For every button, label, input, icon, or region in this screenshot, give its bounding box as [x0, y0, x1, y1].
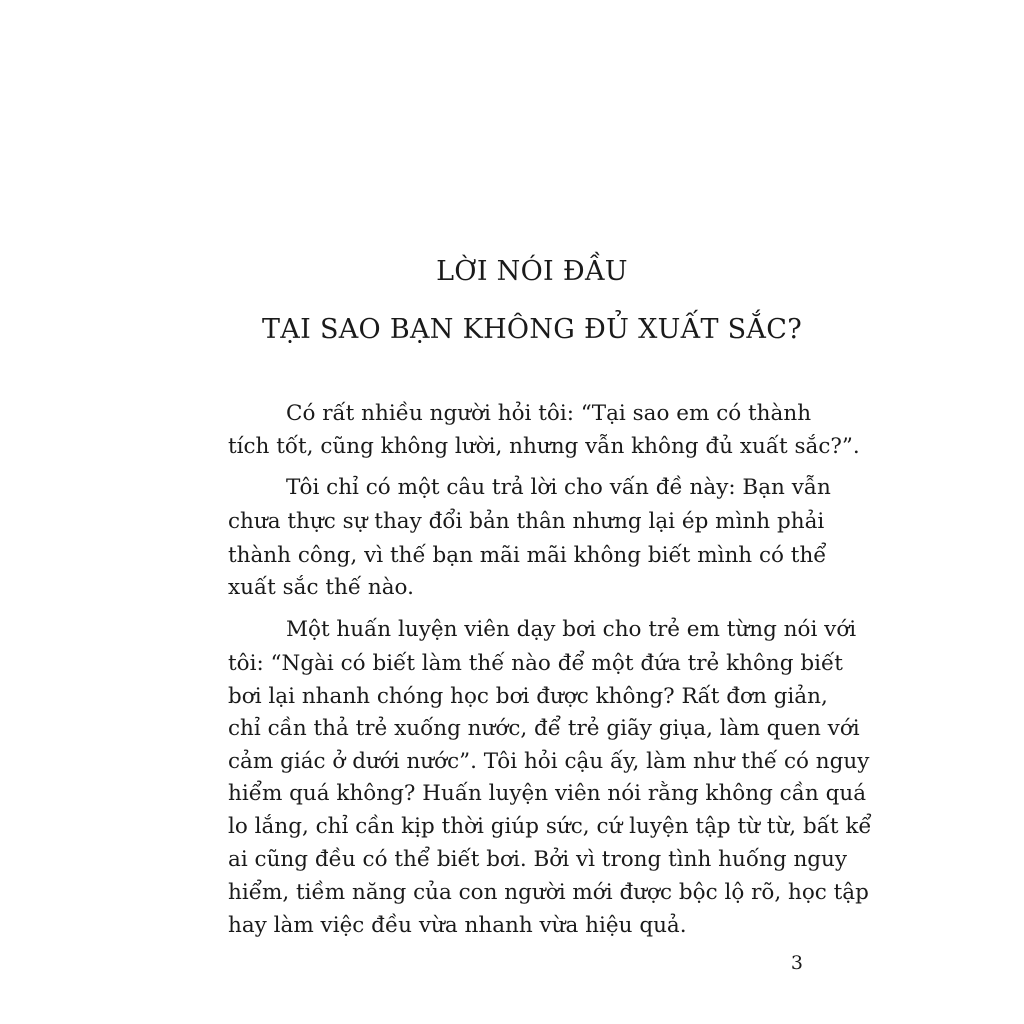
text-line: tích tốt, cũng không lười, nhưng vẫn không đủ xuất sắc?”.: [228, 434, 860, 459]
text-line: hiểm quá không? Huấn luyện viên nói rằng không cần quá: [228, 781, 867, 806]
text-line: hay làm việc đều vừa nhanh vừa hiệu quả.: [228, 913, 687, 938]
text-line: Một huấn luyện viên dạy bơi cho trẻ em từng nói với: [286, 617, 857, 642]
chapter-title: LỜI NÓI ĐẦU: [436, 256, 628, 287]
text-line: chưa thực sự thay đổi bản thân nhưng lại ép mình phải: [228, 509, 825, 534]
text-line: tôi: “Ngài có biết làm thế nào để một đứa trẻ không biết: [228, 651, 843, 676]
text-line: ai cũng đều có thể biết bơi. Bởi vì trong tình huống nguy: [228, 847, 848, 872]
text-line: cảm giác ở dưới nước”. Tôi hỏi cậu ấy, làm như thế có nguy: [228, 749, 870, 774]
text-line: lo lắng, chỉ cần kịp thời giúp sức, cứ luyện tập từ từ, bất kể: [228, 814, 872, 839]
text-line: Tôi chỉ có một câu trả lời cho vấn đề này: Bạn vẫn: [286, 475, 831, 500]
text-line: hiểm, tiềm năng của con người mới được bộc lộ rõ, học tập: [228, 880, 869, 905]
text-line: chỉ cần thả trẻ xuống nước, để trẻ giãy giụa, làm quen với: [228, 716, 860, 741]
text-line: bơi lại nhanh chóng học bơi được không? Rất đơn giản,: [228, 684, 828, 709]
text-line: xuất sắc thế nào.: [228, 575, 414, 600]
text-line: thành công, vì thế bạn mãi mãi không biết mình có thể: [228, 543, 827, 568]
text-line: Có rất nhiều người hỏi tôi: “Tại sao em có thành: [286, 401, 812, 426]
page-number: 3: [790, 952, 803, 974]
chapter-subtitle: TẠI SAO BẠN KHÔNG ĐỦ XUẤT SẮC?: [262, 314, 802, 345]
